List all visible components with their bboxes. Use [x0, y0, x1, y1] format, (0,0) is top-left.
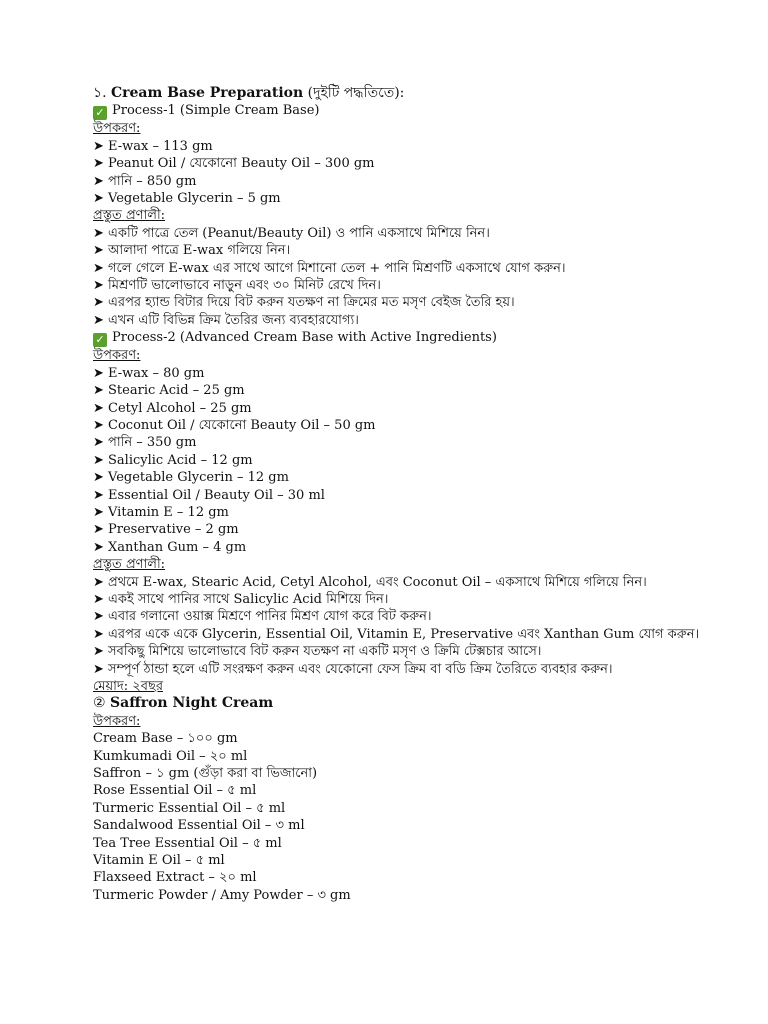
process-2-ingredient: ➤ Xanthan Gum – 4 gm — [93, 539, 247, 555]
process-1-method-step: ➤ একটি পাত্রে তেল (Peanut/Beauty Oil) ও পানি একসাথে মিশিয়ে নিন। — [93, 225, 490, 241]
section-2-ingredient: Vitamin E Oil – ৫ ml — [93, 853, 225, 869]
process-2-ingredient: ➤ Stearic Acid – 25 gm — [93, 383, 245, 399]
process-2-method-heading: প্রস্তুত প্রণালী: — [93, 557, 166, 573]
section-2-ingredient: Rose Essential Oil – ৫ ml — [93, 783, 257, 799]
section-2-ingredient: Turmeric Powder / Amy Powder – ৩ gm — [93, 887, 351, 903]
shelf-life: মেয়াদ: ২বছর — [93, 679, 163, 694]
section-2-ingredients-heading: উপকরণ: — [93, 713, 141, 729]
process-1-method-step: ➤ আলাদা পাত্রে E-wax গলিয়ে নিন। — [93, 243, 291, 259]
check-mark-icon: ✓ — [93, 106, 107, 120]
section-1-title: Cream Base Preparation — [111, 85, 304, 101]
process-1-method-step: ➤ এরপর হ্যান্ড বিটার দিয়ে বিট করুন যতক্ষণ না ক্রিমের মত মসৃণ বেইজ তৈরি হয়। — [93, 295, 515, 311]
process-2-ingredient: ➤ Vitamin E – 12 gm — [93, 504, 229, 520]
process-2-method-step: ➤ এবার গলানো ওয়াক্স মিশ্রণে পানির মিশ্রণ যোগ করে বিট করুন। — [93, 609, 432, 625]
process-1-ingredient: ➤ পানি – 850 gm — [93, 173, 197, 189]
section-2-ingredient: Flaxseed Extract – ২০ ml — [93, 870, 257, 886]
process-2-title: Process-2 (Advanced Cream Base with Active Ingredients) — [112, 330, 497, 346]
process-1-ingredient: ➤ Peanut Oil / যেকোনো Beauty Oil – 300 gm — [93, 156, 375, 172]
process-2-ingredient: ➤ Vegetable Glycerin – 12 gm — [93, 470, 289, 486]
process-1-method-step: ➤ এখন এটি বিভিন্ন ক্রিম তৈরির জন্য ব্যবহারযোগ্য। — [93, 312, 359, 328]
process-2-ingredient: ➤ Cetyl Alcohol – 25 gm — [93, 400, 252, 416]
section-2-ingredient: Saffron – ১ gm (গুঁড়া করা বা ভিজানো) — [93, 766, 318, 782]
process-2-ingredients-heading: উপকরণ: — [93, 348, 141, 364]
section-2-number: ② — [93, 695, 106, 712]
process-2-method-step: ➤ প্রথমে E-wax, Stearic Acid, Cetyl Alcohol, এবং Coconut Oil – একসাথে মিশিয়ে গলিয়ে নিন। — [93, 574, 647, 590]
section-2-heading — [93, 695, 708, 712]
process-2-method-step: ➤ সম্পূর্ণ ঠান্ডা হলে এটি সংরক্ষণ করুন এবং যেকোনো ফেস ক্রিম বা বডি ক্রিম তৈরিতে ব্যবহার করুন। — [93, 661, 613, 677]
section-2-ingredient: Turmeric Essential Oil – ৫ ml — [93, 800, 286, 816]
section-1-heading — [93, 85, 708, 102]
section-1-number: ১. — [93, 85, 107, 101]
process-2-method-step: ➤ একই সাথে পানির সাথে Salicylic Acid মিশিয়ে দিন। — [93, 591, 389, 607]
section-2-ingredient: Tea Tree Essential Oil – ৫ ml — [93, 835, 282, 851]
process-2-ingredient: ➤ E-wax – 80 gm — [93, 365, 205, 381]
process-1-method-heading: প্রস্তুত প্রণালী: — [93, 208, 166, 224]
process-2-ingredient: ➤ Coconut Oil / যেকোনো Beauty Oil – 50 gm — [93, 417, 376, 433]
process-1-ingredients-heading: উপকরণ: — [93, 121, 141, 137]
check-mark-icon: ✓ — [93, 333, 107, 347]
section-1-subtitle: (দুইটি পদ্ধতিতে): — [307, 85, 405, 101]
process-1-title: Process-1 (Simple Cream Base) — [112, 103, 320, 119]
process-2-ingredient: ➤ Preservative – 2 gm — [93, 522, 239, 538]
process-1-ingredient: ➤ E-wax – 113 gm — [93, 138, 213, 154]
process-2-ingredient: ➤ পানি – 350 gm — [93, 435, 197, 451]
section-2-ingredient: Cream Base – ১০০ gm — [93, 731, 238, 747]
process-2-method-step: ➤ সবকিছু মিশিয়ে ভালোভাবে বিট করুন যতক্ষণ না একটি মসৃণ ও ক্রিমি টেক্সচার আসে। — [93, 644, 542, 660]
process-2-ingredient: ➤ Salicylic Acid – 12 gm — [93, 452, 253, 468]
process-1-method-step: ➤ গলে গেলে E-wax এর সাথে আগে মিশানো তেল + পানি মিশ্রণটি একসাথে যোগ করুন। — [93, 260, 566, 276]
process-2-method-step: ➤ এরপর একে একে Glycerin, Essential Oil, Vitamin E, Preservative এবং Xanthan Gum যোগ করুন। — [93, 626, 700, 642]
process-2-ingredient: ➤ Essential Oil / Beauty Oil – 30 ml — [93, 487, 325, 503]
process-1-method-step: ➤ মিশ্রণটি ভালোভাবে নাড়ুন এবং ৩০ মিনিট রেখে দিন। — [93, 278, 381, 294]
process-1-heading — [93, 102, 708, 120]
section-2-title: Saffron Night Cream — [110, 695, 274, 712]
process-2-heading — [93, 329, 708, 347]
section-2-ingredient: Sandalwood Essential Oil – ৩ ml — [93, 818, 305, 834]
process-1-ingredient: ➤ Vegetable Glycerin – 5 gm — [93, 191, 281, 207]
section-2-ingredient: Kumkumadi Oil – ২০ ml — [93, 748, 248, 764]
